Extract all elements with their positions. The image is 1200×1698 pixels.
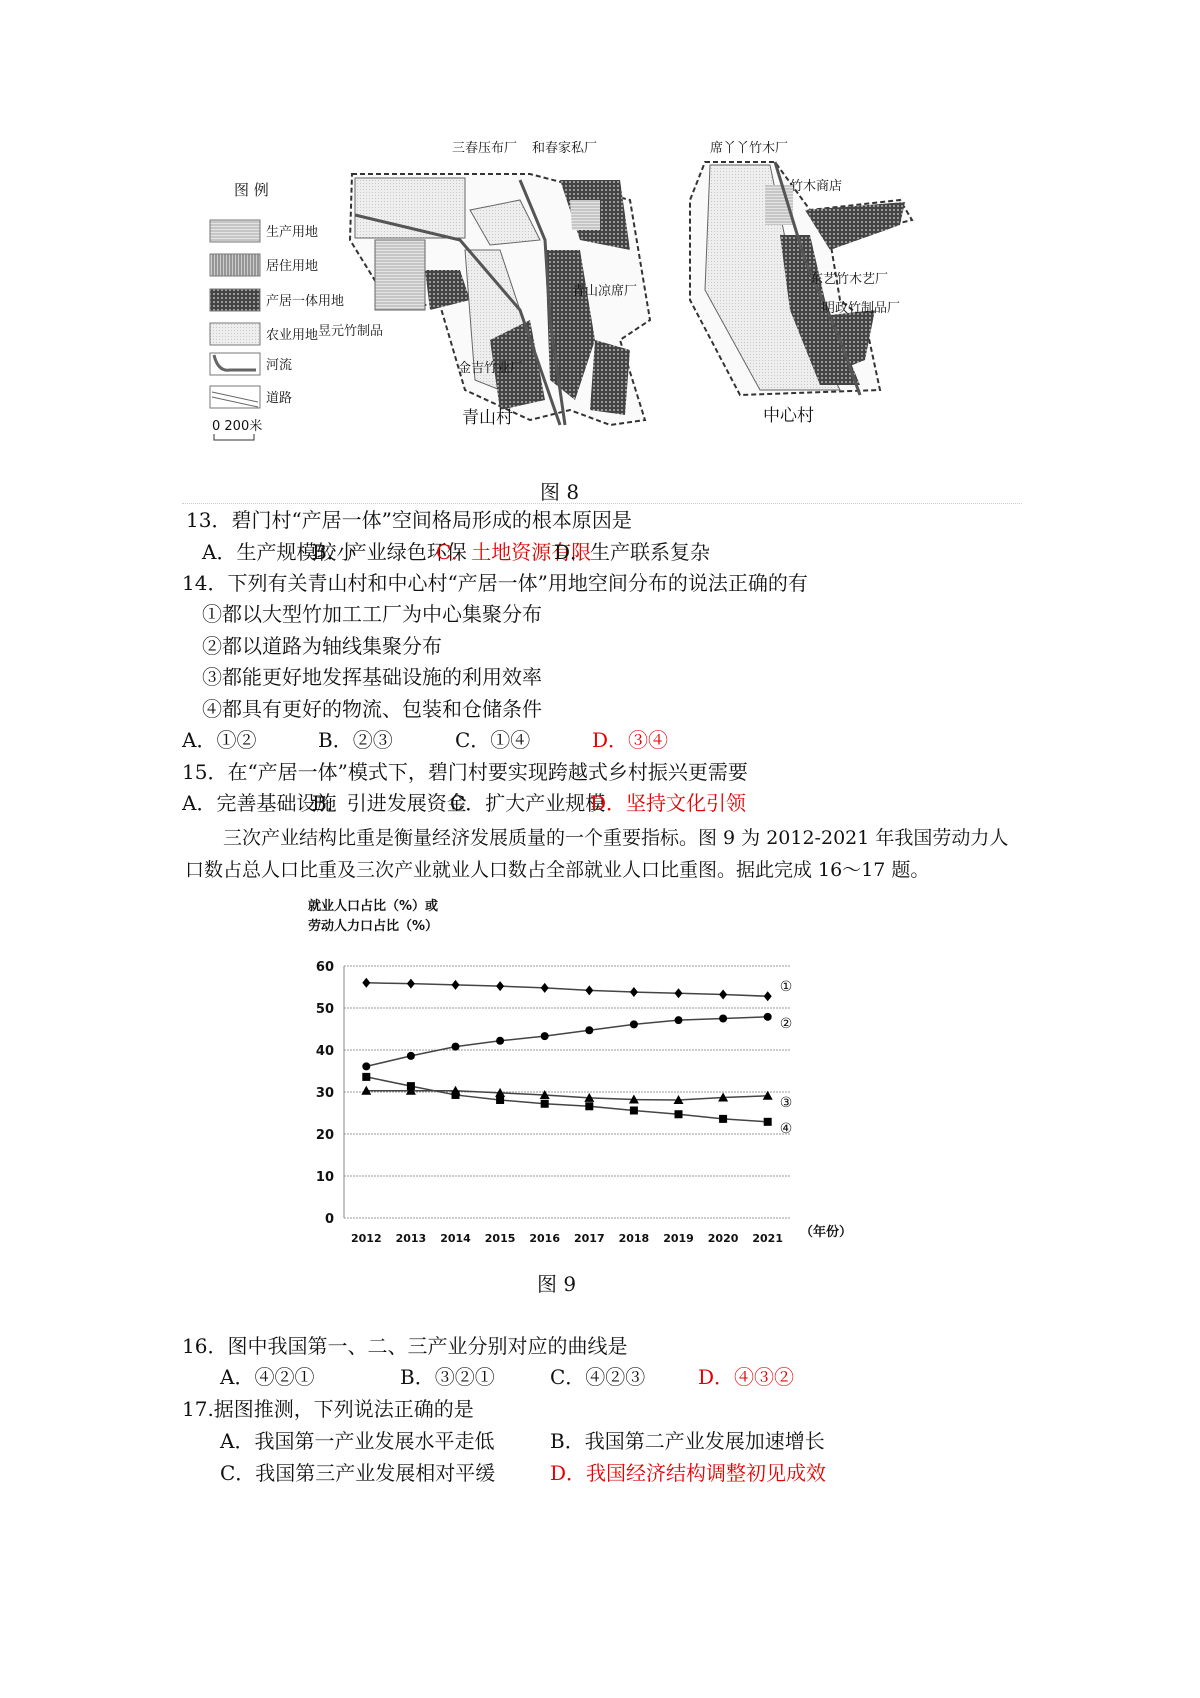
svg-text:东艺竹木艺厂: 东艺竹木艺厂: [810, 272, 889, 287]
x-tick-label: 2019: [663, 1232, 694, 1245]
svg-text:生产用地: 生产用地: [266, 225, 319, 240]
svg-text:居住用地: 居住用地: [266, 259, 319, 274]
data-point: [675, 1016, 683, 1024]
q17-option-b: B．我国第二产业发展加速增长: [550, 1429, 825, 1453]
data-point: [496, 981, 504, 991]
q16-option-b: B．③②①: [400, 1365, 495, 1389]
q14-option-a: A．①②: [182, 728, 257, 752]
q15-option-d: D．坚持文化引领: [590, 791, 747, 815]
q14-item-3: ③都能更好地发挥基础设施的利用效率: [202, 665, 542, 689]
q17-option-d: D．我国经济结构调整初见成效: [550, 1461, 827, 1485]
qingshan-village-map: [318, 141, 650, 428]
q14-item-1: ①都以大型竹加工工厂为中心集聚分布: [202, 602, 542, 626]
data-point: [452, 980, 460, 990]
x-tick-label: 2018: [618, 1232, 650, 1245]
x-tick-label: 2016: [529, 1232, 561, 1245]
series-label: ④: [779, 1120, 793, 1137]
svg-text:农业用地: 农业用地: [266, 328, 319, 343]
q17-option-c: C．我国第三产业发展相对平缓: [220, 1461, 496, 1485]
q15-option-b: B．引进发展资金: [312, 791, 467, 815]
q14-stem: 14．下列有关青山村和中心村“产居一体”用地空间分布的说法正确的有: [182, 571, 808, 595]
figure9-caption: 图 9: [537, 1272, 577, 1296]
q16-option-a: A．④②①: [220, 1365, 315, 1389]
q16-stem: 16．图中我国第一、二、三产业分别对应的曲线是: [182, 1334, 628, 1358]
x-tick-label: 2014: [440, 1232, 471, 1245]
divider: [182, 503, 1022, 504]
data-point: [452, 1091, 460, 1099]
data-point: [630, 987, 638, 997]
q17-option-a: A．我国第一产业发展水平走低: [220, 1429, 495, 1453]
x-tick-label: 2013: [395, 1232, 427, 1245]
series-label: ②: [779, 1015, 793, 1032]
data-point: [496, 1096, 504, 1104]
svg-text:道路: 道路: [266, 391, 293, 406]
q14-option-d: D．③④: [592, 728, 669, 752]
series-line-2: [366, 1017, 767, 1067]
figure8-map: [200, 140, 1020, 480]
svg-text:青山凉席厂: 青山凉席厂: [572, 284, 638, 299]
data-point: [362, 1062, 370, 1070]
figure8-caption: 图 8: [540, 480, 580, 504]
data-point: [541, 1100, 549, 1108]
data-point: [719, 1015, 727, 1023]
x-tick-label: 2017: [573, 1232, 605, 1245]
svg-text:竹木商店: 竹木商店: [790, 179, 843, 194]
q13-option-d: D．生产联系复杂: [554, 540, 711, 564]
q14-item-4: ④都具有更好的物流、包装和仓储条件: [202, 697, 542, 721]
data-point: [362, 1073, 370, 1081]
q13-stem: 13．碧门村“产居一体”空间格局形成的根本原因是: [186, 508, 632, 532]
data-point: [362, 978, 370, 988]
svg-text:产居一体用地: 产居一体用地: [266, 294, 345, 309]
series-line-4: [366, 1077, 767, 1122]
y-tick-label: 30: [315, 1086, 334, 1101]
data-point: [675, 1110, 683, 1118]
y-tick-label: 20: [315, 1128, 334, 1143]
legend-title: 图 例: [234, 181, 269, 199]
data-point: [630, 1020, 638, 1028]
village-name-qingshan: 青山村: [462, 408, 513, 428]
village-name-zhongxin: 中心村: [763, 406, 814, 426]
q14-item-2: ②都以道路为轴线集聚分布: [202, 634, 442, 658]
q17-stem: 17.据图推测，下列说法正确的是: [182, 1397, 474, 1421]
svg-text:三春压布厂: 三春压布厂: [452, 141, 518, 156]
x-axis-label: （年份）: [800, 1225, 853, 1240]
y-tick-label: 60: [315, 960, 334, 975]
y-axis-label-line1: 就业人口占比（%）或: [308, 899, 439, 914]
data-point: [452, 1043, 460, 1051]
svg-text:席丫丫竹木厂: 席丫丫竹木厂: [710, 141, 789, 156]
data-point: [764, 991, 772, 1001]
data-point: [407, 1052, 415, 1060]
q13-option-c: C．土地资源有限: [436, 540, 592, 564]
x-tick-label: 2015: [484, 1232, 516, 1245]
x-tick-label: 2021: [752, 1232, 784, 1245]
q15-option-c: C．扩大产业规模: [450, 791, 606, 815]
zhongxin-village-map: [690, 140, 912, 426]
data-point: [585, 1102, 593, 1110]
q15-option-a: A．完善基础设施: [182, 791, 337, 815]
series-label: ①: [779, 979, 793, 996]
series-label: ③: [779, 1094, 793, 1111]
data-point: [719, 1115, 727, 1123]
data-point: [541, 983, 549, 993]
x-tick-label: 2012: [350, 1232, 382, 1245]
q14-option-b: B．②③: [318, 728, 393, 752]
data-point: [764, 1118, 772, 1126]
svg-text:金吉竹业厂: 金吉竹业厂: [458, 361, 524, 376]
x-tick-label: 2020: [707, 1232, 739, 1245]
data-point: [585, 985, 593, 995]
y-tick-label: 40: [315, 1044, 334, 1059]
y-tick-label: 0: [324, 1212, 334, 1227]
q14-option-c: C．①④: [455, 728, 531, 752]
data-point: [764, 1013, 772, 1021]
svg-text:河流: 河流: [266, 358, 293, 373]
y-tick-label: 10: [315, 1170, 334, 1185]
figure9-chart: [290, 890, 870, 1250]
q13-option-a: A．生产规模较小: [202, 540, 357, 564]
q16-option-c: C．④②③: [550, 1365, 646, 1389]
y-tick-label: 50: [315, 1002, 334, 1017]
data-point: [585, 1026, 593, 1034]
scale-bar: 0 200米: [212, 419, 263, 434]
svg-text:昱元竹制品: 昱元竹制品: [318, 324, 384, 339]
data-point: [407, 979, 415, 989]
data-point: [675, 988, 683, 998]
q16-option-d: D．④③②: [698, 1365, 795, 1389]
series-line-1: [366, 983, 767, 996]
svg-text:和春家私厂: 和春家私厂: [532, 141, 598, 156]
data-point: [719, 990, 727, 1000]
q13-option-b: B．产业绿色环保: [312, 540, 467, 564]
y-axis-label-line2: 劳动人力口占比（%）: [308, 919, 439, 934]
data-point: [630, 1106, 638, 1114]
data-point: [541, 1032, 549, 1040]
data-point: [407, 1082, 415, 1090]
svg-text:明政竹制品厂: 明政竹制品厂: [822, 301, 901, 316]
intro-paragraph: 三次产业结构比重是衡量经济发展质量的一个重要指标。图 9 为 2012-2021 年我国劳动力人口数占总人口比重及三次产业就业人口数占全部就业人口比重图。据此完成 16～17 题。: [185, 827, 1009, 881]
q15-stem: 15．在“产居一体”模式下，碧门村要实现跨越式乡村振兴更需要: [182, 760, 748, 784]
data-point: [496, 1037, 504, 1045]
